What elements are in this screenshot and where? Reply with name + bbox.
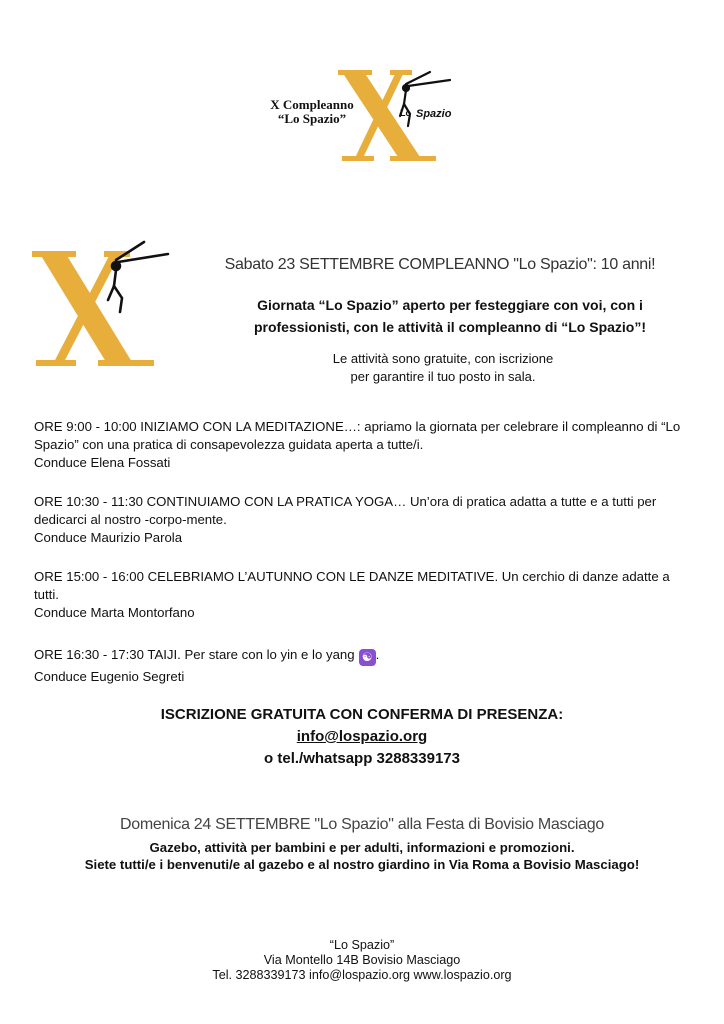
free-activities-note: [258, 350, 628, 386]
sunday-line-2: Siete tutti/e i benvenuti/e al gazebo e al nostro giardino in Via Roma a Bovisio Masciago!: [84, 857, 640, 872]
schedule-item-conductor: Conduce Marta Montorfano: [34, 605, 195, 620]
note-line-1: Le attività sono gratuite, con iscrizione: [332, 351, 554, 366]
footer-address: Via Montello 14B Bovisio Masciago: [263, 953, 461, 967]
schedule-item-conductor: Conduce Elena Fossati: [34, 455, 171, 470]
schedule-item-text: ORE 15:00 - 16:00 CELEBRIAMO L’AUTUNNO CON LE DANZE MEDITATIVE. Un cerchio di danze adatte a tutti.: [34, 569, 670, 602]
registration-contact: [0, 726, 724, 770]
registration-heading: ISCRIZIONE GRATUITA CON CONFERMA DI PRESENZA:: [160, 706, 564, 723]
logo-line-1: X Compleanno: [270, 97, 354, 112]
sunday-title: Domenica 24 SETTEMBRE "Lo Spazio" alla Festa di Bovisio Masciago: [120, 816, 604, 833]
yin-yang-icon: ☯: [359, 649, 376, 666]
schedule-item-text: ORE 16:30 - 17:30 TAIJI. Per stare con lo yin e lo yang: [34, 647, 355, 662]
schedule-item-text: ORE 9:00 - 10:00 INIZIAMO CON LA MEDITAZIONE…: apriamo la giornata per celebrare il compleanno di “Lo Spazio” con una pratica di consapevolezza guidata aperta a tutte/i.: [34, 419, 681, 452]
schedule-item-text: ORE 10:30 - 11:30 CONTINUIAMO CON LA PRATICA YOGA… Un’ora di pratica adatta a tutte e a tutti per dedicarci al nostro -corpo-mente.: [34, 494, 657, 527]
registration-phone: o tel./whatsapp 3288339173: [264, 750, 460, 767]
schedule-item-taiji: [34, 646, 694, 686]
intro-line-2: professionisti, con le attività il compleanno di “Lo Spazio”!: [253, 319, 647, 335]
schedule-item-period: .: [375, 647, 380, 662]
schedule-item-meditation: [34, 418, 694, 472]
footer: [0, 938, 724, 983]
sunday-details: [0, 839, 724, 873]
intro-line-1: Giornata “Lo Spazio” aperto per festeggiare con voi, con i: [257, 297, 643, 313]
intro-text: [200, 294, 700, 338]
footer-contacts: Tel. 3288339173 info@lospazio.org www.lospazio.org: [212, 968, 512, 982]
schedule-item-yoga: [34, 493, 694, 547]
logo-line-2: “Lo Spazio”: [277, 111, 347, 126]
schedule-item-conductor: Conduce Maurizio Parola: [34, 530, 183, 545]
email-link[interactable]: info@lospazio.org: [296, 728, 428, 745]
schedule-item-dance: [34, 568, 694, 622]
registration: [0, 704, 724, 770]
logo-lo: Lo: [400, 108, 411, 118]
logo-spazio: Spazio: [416, 108, 452, 120]
note-line-2: per garantire il tuo posto in sala.: [350, 369, 536, 384]
saturday-title: Sabato 23 SETTEMBRE COMPLEANNO "Lo Spazio": 10 anni!: [224, 256, 656, 273]
schedule: [34, 418, 694, 703]
footer-name: “Lo Spazio”: [329, 938, 395, 952]
schedule-item-text-line: [34, 646, 694, 666]
sunday-line-1: Gazebo, attività per bambini e per adulti, informazioni e promozioni.: [149, 840, 575, 855]
roman-ten-logo-large: [32, 234, 177, 369]
schedule-item-conductor: Conduce Eugenio Segreti: [34, 669, 185, 684]
